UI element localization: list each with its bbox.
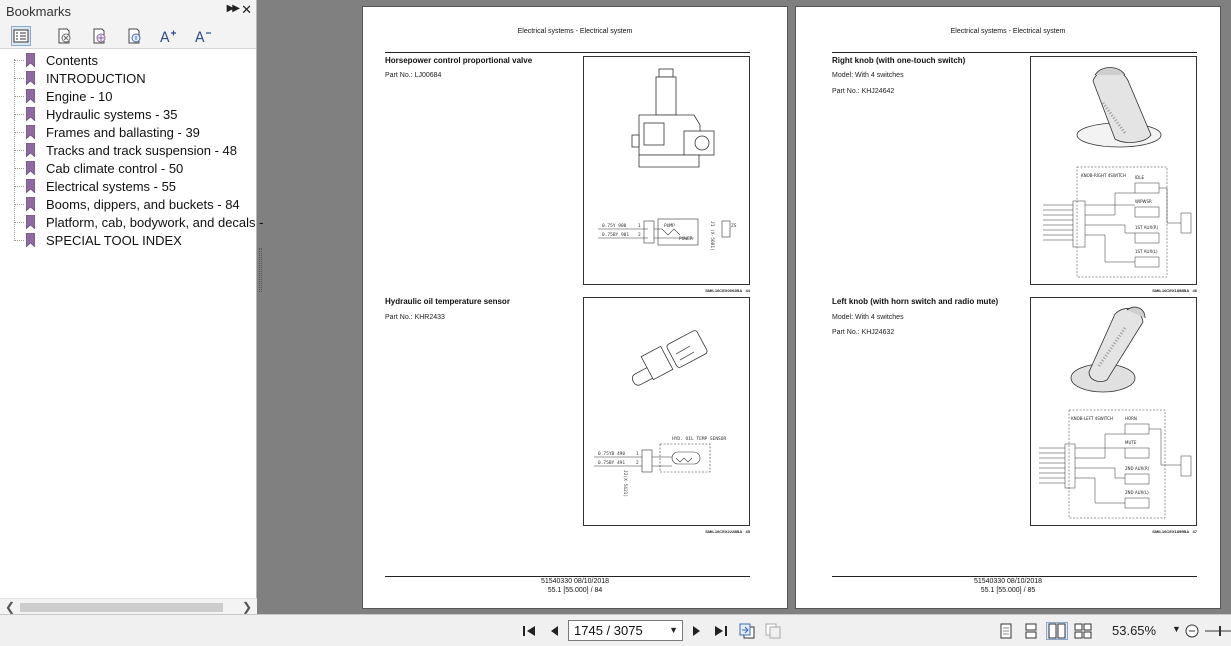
horizontal-scrollbar[interactable]: [0, 598, 257, 615]
svg-text:A: A: [195, 30, 205, 44]
wire-label-1: 0.75Y 900: [602, 224, 627, 229]
wire-label-2: 0.75BY 491: [598, 461, 626, 466]
sensor-label: HYD. OIL TEMP SENSOR: [672, 437, 727, 442]
bookmarks-toolbar: [0, 22, 256, 49]
wire-label-2: 0.75BY 901: [602, 233, 630, 238]
footer-page-number: 55.1 [55.000] / 85: [980, 587, 1036, 594]
bookmark-properties-button[interactable]: [124, 26, 144, 46]
bookmark-icon: [26, 215, 35, 229]
next-view-button[interactable]: [764, 622, 782, 640]
section-title: Horsepower control proportional valve: [385, 56, 533, 65]
bookmark-item[interactable]: [14, 123, 200, 141]
switch-label-1: IDLE: [1135, 175, 1145, 180]
bookmark-item[interactable]: [14, 159, 183, 177]
pin-label-1: 1: [636, 452, 639, 457]
figure-caption: [1030, 529, 1197, 534]
connector-label-2: ZS: [731, 224, 737, 229]
panel-resize-handle[interactable]: [259, 248, 262, 292]
model-text: Model: With 4 switches: [832, 72, 904, 79]
bookmark-item[interactable]: [14, 87, 113, 105]
tree-connector: [14, 150, 24, 151]
pin-label-1: 1: [638, 224, 641, 229]
page-number-value: 1745 / 3075: [574, 623, 643, 638]
pin-label-2: 2: [636, 461, 639, 466]
tree-connector: [14, 168, 24, 169]
single-page-icon: [999, 623, 1013, 639]
text-size-increase-icon: [159, 28, 177, 44]
box-label-power: POWER: [679, 237, 693, 242]
switch-label-3: 1ST AUX(R): [1135, 225, 1159, 230]
footer-code: 51540330 08/10/2018: [973, 578, 1043, 585]
bookmark-item[interactable]: [14, 195, 240, 213]
switch-label-1: HORN: [1125, 416, 1137, 421]
bookmarks-title: Bookmarks: [6, 4, 72, 19]
bookmark-item[interactable]: [14, 51, 98, 69]
bookmark-icon: [26, 233, 35, 247]
figure-id: SMIL16CEX0002BA: [705, 288, 743, 293]
bookmark-icon: [26, 107, 35, 121]
continuous-view-button[interactable]: [1022, 622, 1040, 640]
box-label-pump: PUMP: [664, 224, 675, 229]
connector-label: J1 (X-5601): [709, 221, 714, 251]
single-page-view-button[interactable]: [997, 622, 1015, 640]
valve-illustration: [584, 57, 750, 285]
continuous-page-icon: [1024, 623, 1038, 639]
tree-connector: [14, 96, 24, 97]
bookmark-label: Electrical systems - 55: [46, 178, 177, 194]
page-header: Electrical systems - Electrical system: [517, 28, 633, 35]
figure-number: 47: [1192, 529, 1197, 534]
tree-connector: [14, 60, 24, 61]
section-title: Left knob (with horn switch and radio mute): [832, 297, 999, 306]
bookmark-label: Hydraulic systems - 35: [46, 106, 178, 122]
bookmark-options-button[interactable]: [11, 26, 31, 46]
part-number: Part No.: KHJ24632: [832, 329, 895, 336]
zoom-out-icon: [1184, 623, 1200, 639]
delete-bookmark-icon: [56, 28, 72, 44]
last-page-button[interactable]: [712, 622, 730, 640]
left-knob-illustration: [1031, 298, 1197, 526]
bookmark-properties-icon: [126, 28, 142, 44]
figure-valve: [583, 56, 750, 285]
collapse-panel-icon[interactable]: ▶▶: [226, 3, 238, 14]
section-title: Right knob (with one-touch switch): [832, 56, 966, 65]
footer-code: 51540330 08/10/2018: [540, 578, 610, 585]
bookmark-item[interactable]: [14, 213, 264, 231]
bookmark-icon: [26, 161, 35, 175]
scroll-right-icon[interactable]: ❯: [241, 600, 252, 614]
footer-rule: [385, 576, 750, 577]
figure-id: SMIL16CEX1898BA: [1152, 288, 1190, 293]
model-text: Model: With 4 switches: [832, 314, 904, 321]
bookmark-item[interactable]: [14, 231, 182, 249]
pin-label-2: 2: [638, 233, 641, 238]
first-page-icon: [522, 625, 536, 637]
knob-header: KNOB-LEFT 4SWITCH: [1071, 416, 1113, 421]
two-page-view-button[interactable]: [1046, 622, 1068, 640]
tree-connector: [14, 222, 24, 223]
scrollbar-thumb[interactable]: [20, 603, 223, 612]
tree-connector: [14, 240, 24, 241]
zoom-slider[interactable]: [1205, 622, 1231, 640]
bookmarks-header: [0, 0, 256, 22]
zoom-slider-track-icon: [1205, 623, 1231, 639]
bookmark-icon: [26, 143, 35, 157]
bookmark-label: Engine - 10: [46, 88, 113, 104]
footer-page-number: 55.1 [55.000] / 84: [547, 587, 603, 594]
header-rule: [832, 52, 1197, 53]
new-bookmark-icon: [91, 28, 107, 44]
connector-label: J2(X-5421): [622, 470, 627, 498]
figure-left-knob: [1030, 297, 1197, 526]
zoom-out-button[interactable]: [1183, 622, 1201, 640]
page-dropdown-arrow-icon[interactable]: ▼: [669, 625, 678, 635]
bookmark-icon: [26, 197, 35, 211]
figure-number: 45: [745, 529, 750, 534]
list-options-icon: [13, 29, 29, 43]
bookmark-icon: [26, 89, 35, 103]
decrease-text-size-button[interactable]: [193, 26, 213, 46]
bookmarks-panel: [0, 0, 264, 615]
bookmark-label: Booms, dippers, and buckets - 84: [46, 196, 240, 212]
switch-label-2: MUTE: [1125, 440, 1137, 445]
section-title: Hydraulic oil temperature sensor: [385, 297, 510, 306]
figure-number: 46: [1192, 288, 1197, 293]
bookmark-item[interactable]: [14, 177, 176, 195]
zoom-dropdown-arrow-icon[interactable]: ▼: [1172, 624, 1181, 634]
bookmark-label: SPECIAL TOOL INDEX: [46, 232, 182, 248]
page-number-input[interactable]: [568, 620, 683, 641]
bookmark-icon: [26, 179, 35, 193]
next-view-icon: [764, 623, 782, 639]
page-header: Electrical systems - Electrical system: [950, 28, 1066, 35]
switch-label-4: 1ST AUX(L): [1135, 249, 1158, 254]
scroll-left-icon[interactable]: ❮: [5, 600, 16, 614]
next-page-icon: [692, 625, 702, 637]
two-page-continuous-icon: [1074, 623, 1092, 639]
tree-connector: [14, 78, 24, 79]
bookmark-label: Cab climate control - 50: [46, 160, 184, 176]
previous-view-button[interactable]: [738, 622, 756, 640]
figure-caption: [583, 288, 750, 293]
bookmark-item[interactable]: [14, 69, 146, 87]
figure-id: SMIL16CEX2228BA: [705, 529, 743, 534]
text-size-decrease-icon: [194, 28, 212, 44]
tree-connector: [14, 186, 24, 187]
tree-connector: [14, 114, 24, 115]
bookmark-label: Tracks and track suspension - 48: [46, 142, 237, 158]
new-bookmark-button[interactable]: [89, 26, 109, 46]
tree-connector: [14, 204, 24, 205]
bookmark-label: Platform, cab, bodywork, and decals -: [46, 214, 264, 230]
bookmark-label: INTRODUCTION: [46, 70, 146, 86]
bookmark-item[interactable]: [14, 141, 237, 159]
bookmark-icon: [26, 53, 35, 67]
switch-label-4: 2ND AUX(L): [1125, 490, 1149, 495]
tree-connector: [14, 132, 24, 133]
document-page-85: [795, 6, 1221, 609]
increase-text-size-button[interactable]: [158, 26, 178, 46]
bookmark-icon: [26, 125, 35, 139]
navigation-bar: [0, 614, 1231, 646]
figure-caption: [583, 529, 750, 534]
wire-label-1: 0.75YB 490: [598, 452, 626, 457]
two-page-icon: [1048, 623, 1066, 639]
part-number: Part No.: KHR2433: [385, 314, 445, 321]
footer-rule: [832, 576, 1197, 577]
close-panel-icon[interactable]: ✕: [241, 2, 252, 17]
figure-id: SMIL16CEX1899BA: [1152, 529, 1190, 534]
part-number: Part No.: KHJ24642: [832, 88, 895, 95]
bookmark-label: Frames and ballasting - 39: [46, 124, 200, 140]
previous-view-icon: [738, 623, 756, 639]
delete-bookmark-button[interactable]: [54, 26, 74, 46]
next-page-button[interactable]: [688, 622, 706, 640]
last-page-icon: [714, 625, 728, 637]
two-page-continuous-button[interactable]: [1074, 622, 1092, 640]
figure-sensor: [583, 297, 750, 526]
right-knob-illustration: [1031, 57, 1197, 285]
zoom-level[interactable]: 53.65%: [1112, 623, 1157, 638]
figure-right-knob: [1030, 56, 1197, 285]
header-rule: [385, 52, 750, 53]
figure-number: 44: [745, 288, 750, 293]
sensor-illustration: [584, 298, 750, 526]
svg-text:A: A: [160, 30, 170, 44]
bookmark-label: Contents: [46, 52, 99, 68]
part-number: Part No.: LJ00684: [385, 72, 442, 79]
first-page-button[interactable]: [520, 622, 538, 640]
switch-label-3: 2ND AUX(R): [1125, 466, 1150, 471]
knob-header: KNOB-RIGHT 4SWITCH: [1081, 173, 1126, 178]
figure-caption: [1030, 288, 1197, 293]
previous-page-icon: [549, 625, 559, 637]
bookmark-item[interactable]: [14, 105, 177, 123]
document-page-84: [362, 6, 788, 609]
switch-label-2: WIPWSR: [1135, 199, 1152, 204]
bookmark-icon: [26, 71, 35, 85]
previous-page-button[interactable]: [545, 622, 563, 640]
